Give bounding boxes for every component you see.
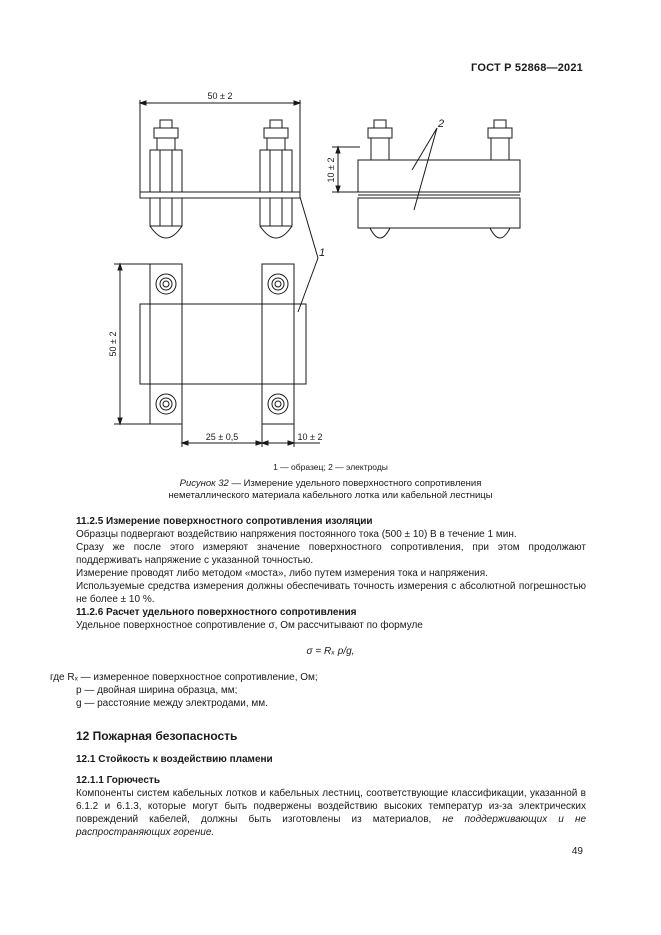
caption-number: Рисунок 32 xyxy=(179,478,229,489)
where-g: g — расстояние между электродами, мм. xyxy=(76,698,268,709)
heading-12-1: 12.1 Стойкость к воздействию пламени xyxy=(76,754,273,765)
heading-12-1-1: 12.1.1 Горючесть xyxy=(76,775,160,786)
formula: σ = Rₓ p/g, xyxy=(306,646,355,657)
leader-2-label: 2 xyxy=(438,118,445,130)
leader-1-label: 1 xyxy=(319,247,326,259)
caption-line2: неметаллического материала кабельного лотка или кабельной лестницы xyxy=(168,490,493,501)
heading-11-2-5: 11.2.5 Измерение поверхностного сопротивления изоляции xyxy=(76,516,373,527)
para-flammability-italic: не поддерживающих и не распространяющих горение. xyxy=(76,814,587,838)
dim-top-label: 50 ± 2 xyxy=(207,91,233,101)
para-accuracy: Используемые средства измерения должны обеспечивать точность измерения с абсолютной погрешностью не более ± 10 %. xyxy=(76,581,586,605)
dim-left-label: 50 ± 2 xyxy=(108,331,118,357)
dim-right-vertical-label: 10 ± 2 xyxy=(326,157,336,183)
formula-where xyxy=(50,671,586,710)
para-bridge-method: Измерение проводят либо методом «моста», либо путем измерения тока и напряжения. xyxy=(76,568,488,579)
chapter-12-title: 12 Пожарная безопасность xyxy=(76,729,238,743)
section-12 xyxy=(76,730,586,839)
para-formula-intro: Удельное поверхностное сопротивление σ, Ом рассчитывают по формуле xyxy=(76,620,423,631)
para-flammability-text: Компоненты систем кабельных лотков и кабельных лестниц, соответствующие классификации, указанной в 6.1.2 и 6.1.3, которые могут быть подвержены воздействию высоких температур из-за электрических повреждений кабелей, должны быть изготовлены из материалов, xyxy=(76,788,586,825)
bolt-right xyxy=(260,120,292,238)
caption-line1: — Измерение удельного поверхностного сопротивления xyxy=(228,478,482,489)
para-voltage: Образцы подвергают воздействию напряжения постоянного тока (500 ± 10) В в течение 1 мин. xyxy=(76,529,517,540)
dim-bottom-1-label: 25 ± 0,5 xyxy=(205,432,239,442)
top-right-view xyxy=(332,120,520,238)
top-left-view xyxy=(140,100,300,238)
para-flammability xyxy=(76,787,586,839)
heading-11-2-6: 11.2.6 Расчет удельного поверхностного сопротивления xyxy=(76,607,357,618)
figure-caption xyxy=(0,478,661,502)
section-11-2-5 xyxy=(76,515,586,632)
bolt-left xyxy=(150,120,182,238)
where-p: p — двойная ширина образца, мм; xyxy=(76,685,238,696)
page-number: 49 xyxy=(571,846,583,857)
plan-view xyxy=(114,197,320,447)
standard-code: ГОСТ Р 52868—2021 xyxy=(471,62,583,74)
figure-legend: 1 — образец; 2 — электроды xyxy=(273,462,388,472)
where-rx: где Rₓ — измеренное поверхностное сопротивление, Ом; xyxy=(50,672,318,683)
para-measure-after: Сразу же после этого измеряют значение поверхностного сопротивления, при этом продолжают поддерживать напряжение с указанной точностью. xyxy=(76,542,586,566)
dim-bottom-2-label: 10 ± 2 xyxy=(297,432,323,442)
